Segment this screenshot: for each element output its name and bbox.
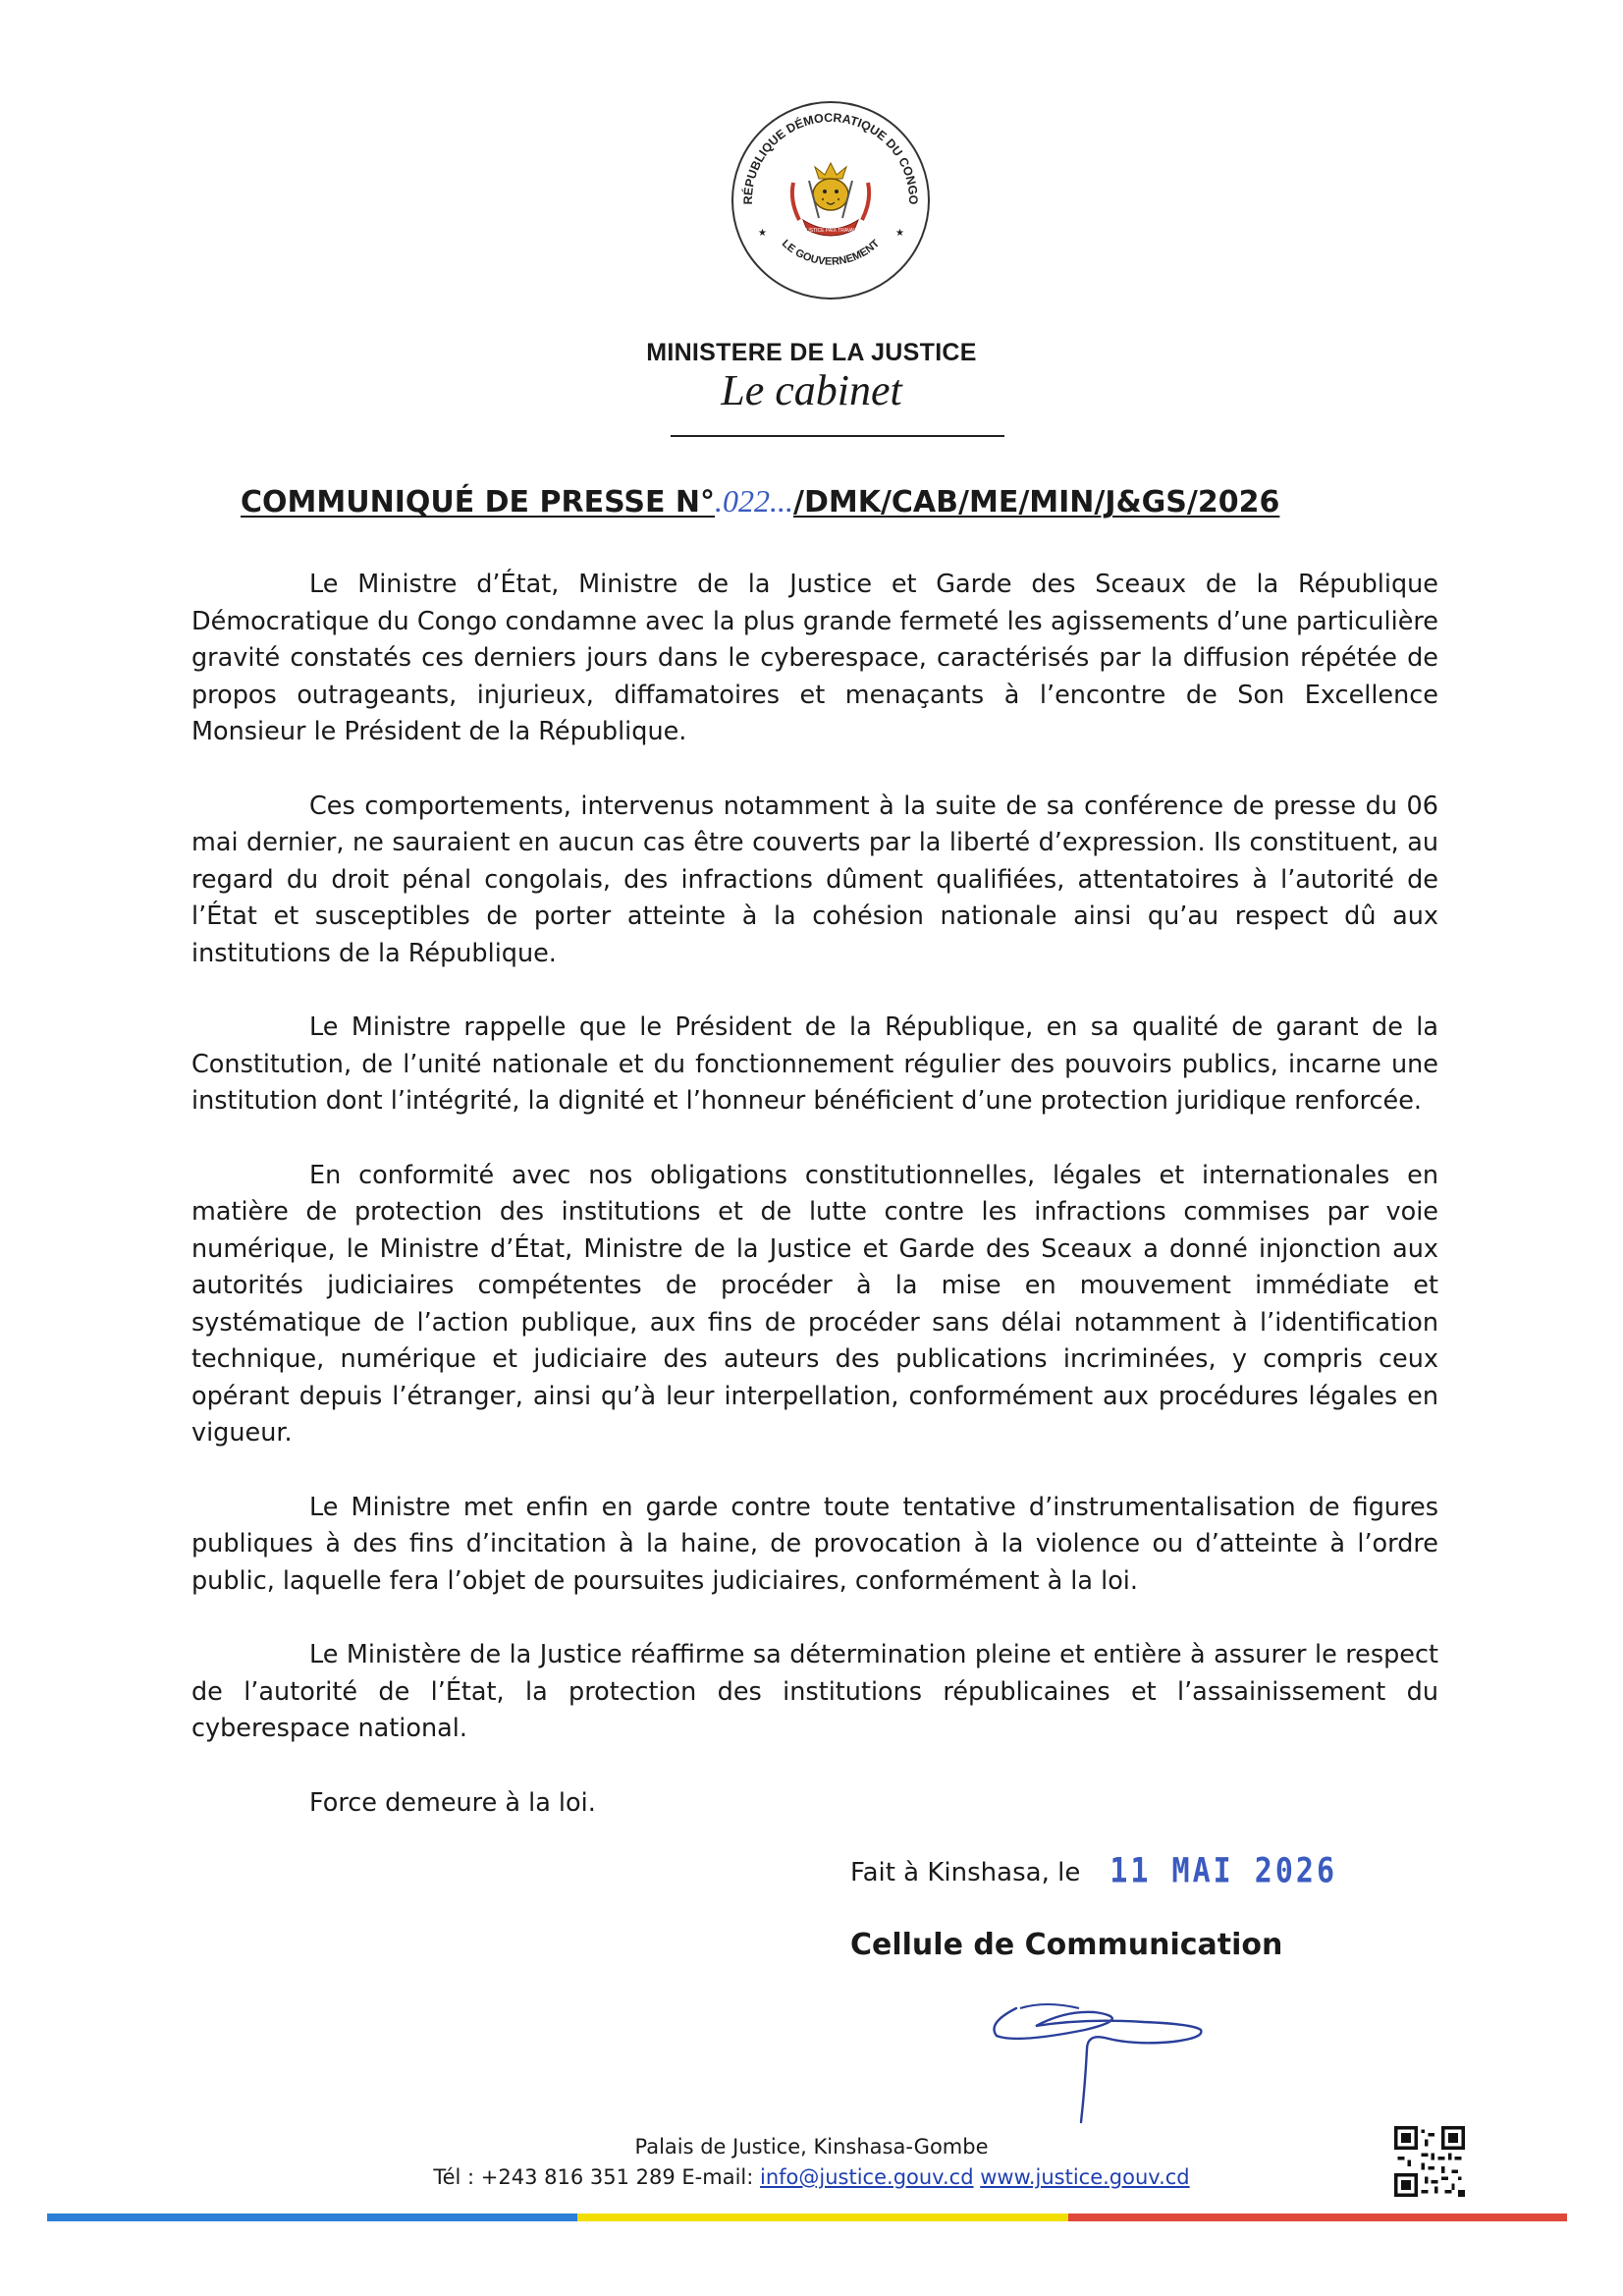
flag-band-blue bbox=[47, 2214, 577, 2221]
svg-text:★: ★ bbox=[758, 228, 767, 239]
date-line bbox=[850, 1851, 1338, 1891]
svg-text:JUSTICE PAIX TRAVAIL: JUSTICE PAIX TRAVAIL bbox=[803, 228, 858, 234]
footer-address: Palais de Justice, Kinshasa-Gombe bbox=[634, 2135, 989, 2159]
government-seal bbox=[729, 98, 933, 302]
paragraph: Le Ministère de la Justice réaffirme sa détermination pleine et entière à assurer le respect de l’autorité de l’État, la protection des institutions républicaines et l’assainissement du cyberespace national. bbox=[191, 1640, 1438, 1743]
flag-band-yellow bbox=[577, 2214, 1068, 2221]
date-stamp: 11 MAI 2026 bbox=[1109, 1851, 1338, 1891]
press-release-body bbox=[191, 567, 1438, 1859]
press-release-title bbox=[241, 483, 1279, 519]
seal-bottom-text: LE GOUVERNEMENT bbox=[779, 238, 883, 268]
svg-text:★: ★ bbox=[895, 228, 904, 239]
paragraph: Le Ministre rappelle que le Président de la République, en sa qualité de garant de la Constitution, de l’unité nationale et du fonctionnement régulier des pouvoirs publics, incarne une institution dont l’intégrité, la dignité et l’honneur bénéficient d’une protection juridique renforcée. bbox=[191, 1012, 1438, 1116]
paragraph: Le Ministre d’État, Ministre de la Justice et Garde des Sceaux de la République Démocratique du Congo condamne avec la plus grande fermeté les agissements d’une particulière gravité constatés ces derniers jours dans le cyberespace, caractérisés par la diffusion répétée de propos outrageants, injurieux, diffamatoires et menaçants à l’encontre de Son Excellence Monsieur le Président de la République. bbox=[191, 570, 1438, 746]
footer-contact bbox=[0, 2165, 1623, 2189]
signatory: Cellule de Communication bbox=[850, 1928, 1283, 1962]
header-divider bbox=[671, 435, 1004, 437]
flag-band-red bbox=[1068, 2214, 1567, 2221]
paragraph: En conformité avec nos obligations constitutionnelles, légales et internationales en matière de protection des institutions et de lutte contre les infractions commises par voie numérique, le Ministre d’État, Ministre de la Justice et Garde des Sceaux a donné injonction aux autorités judiciaires compétentes de procéder à la mise en mouvement immédiate et systématique de l’action publique, aux fins de procéder sans délai notamment à l’identification technique, numérique et judiciaire des auteurs des publications incriminées, y compris ceux opérant depuis l’étranger, ainsi qu’à leur interpellation, conformément aux procédures légales en vigueur. bbox=[191, 1160, 1438, 1448]
seal-top-text: RÉPUBLIQUE DÉMOCRATIQUE DU CONGO bbox=[740, 110, 921, 205]
closing-line: Force demeure à la loi. bbox=[309, 1787, 596, 1818]
leopard-emblem-icon bbox=[792, 163, 869, 236]
qr-code-icon bbox=[1394, 2126, 1465, 2197]
paragraph: Ces comportements, intervenus notamment à la suite de sa conférence de presse du 06 mai dernier, ne sauraient en aucun cas être couverts par la liberté d’expression. Ils constituent, au regard du droit pénal congolais, des infractions dûment qualifiées, attentatoires à l’autorité de l’État et susceptibles de porter atteinte à la cohésion nationale ainsi qu’au respect dû aux institutions de la République. bbox=[191, 791, 1438, 968]
website-link[interactable]: www.justice.gouv.cd bbox=[980, 2165, 1190, 2189]
cabinet-heading: Le cabinet bbox=[721, 366, 902, 414]
footer-contact-prefix: Tél : +243 816 351 289 E-mail: bbox=[433, 2165, 754, 2189]
signature-icon bbox=[977, 1979, 1213, 2126]
email-link[interactable]: info@justice.gouv.cd bbox=[760, 2165, 974, 2189]
paragraph: Le Ministre met enfin en garde contre toute tentative d’instrumentalisation de figures publiques à des fins d’incitation à la haine, de provocation à la violence ou d’atteinte à l’ordre public, laquelle fera l’objet de poursuites judiciaires, conformément à la loi. bbox=[191, 1492, 1438, 1596]
ministry-name: MINISTERE DE LA JUSTICE bbox=[646, 339, 977, 366]
title-prefix: COMMUNIQUÉ DE PRESSE N° bbox=[241, 485, 715, 519]
title-suffix: /DMK/CAB/ME/MIN/J&GS/2026 bbox=[793, 485, 1280, 519]
date-label: Fait à Kinshasa, le bbox=[850, 1858, 1081, 1887]
handwritten-number: .022... bbox=[715, 483, 793, 519]
